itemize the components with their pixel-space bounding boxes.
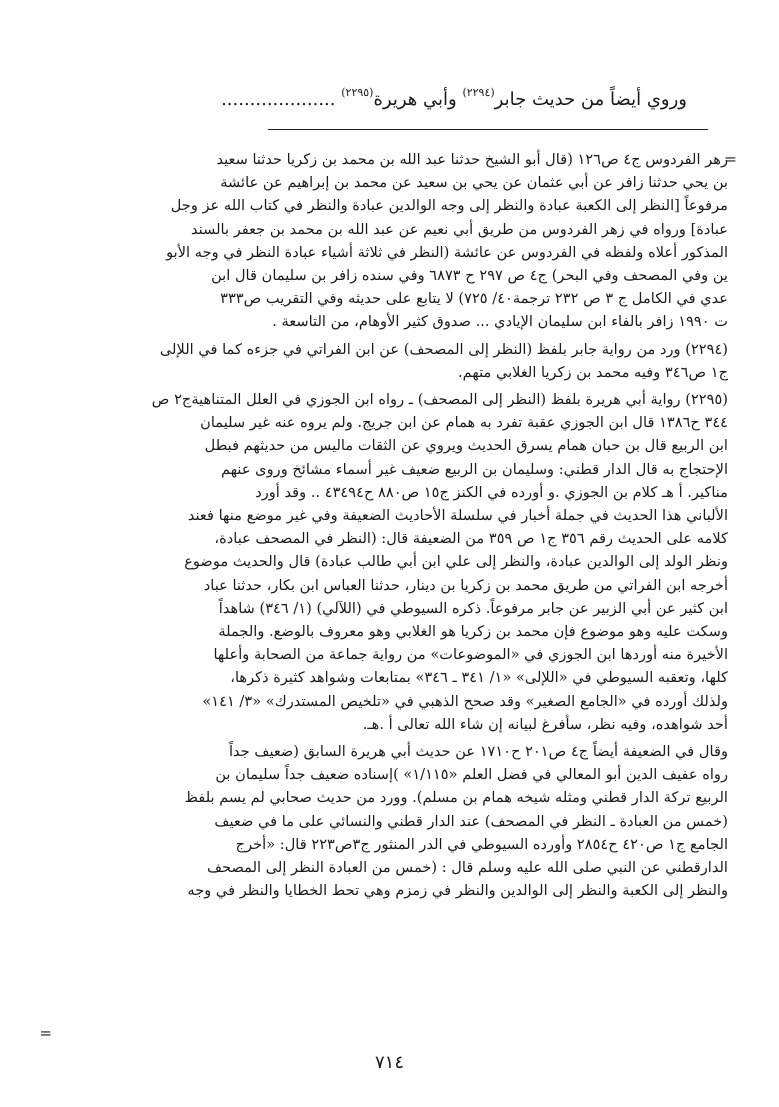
footnote-line: (خمس من العبادة ـ النظر في المصحف) عند الدار قطني والنسائي على ما في ضعيف [214, 812, 728, 830]
header-text-and: وأبي هريرة [373, 89, 457, 110]
footnote-line: ين وفي المصحف وفي البحر) ج٤ ص ٢٩٧ ح ٦٨٧٣ وفي سنده زافر بن سليمان قال ابن [211, 267, 728, 285]
footnote-line: بن يحي حدثنا زافر عن أبي عثمان عن يحي بن سعيد عن محمد بن إبراهيم عن عائشة [220, 174, 728, 192]
footnote-line: (٢٢٩٥) رواية أبي هريرة بلفظ (النظر إلى المصحف) ـ رواه ابن الجوزي في العلل المتناهيةج٢ ص [151, 391, 728, 409]
footnote-2294 [80, 338, 728, 384]
page-number: ٧١٤ [374, 1052, 404, 1073]
footnote-line: ت ١٩٩٠ زافر بالفاء ابن سليمان الإيادي ... صدوق كثير الأوهام، من التاسعة . [272, 313, 728, 331]
footnote-separator [268, 129, 708, 130]
footnote-line: كلها، وتعقبه السيوطي في «اللإلى» «١/ ٣٤١ ـ ٣٤٦» بمتابعات وشواهد كثيرة ذكرها، [230, 669, 728, 687]
footnote-line: ابن كثير عن أبي الزبير عن جابر مرفوعاً. ذكره السيوطي في (اللآلي) (١/ ٣٤٦) شاهداً [218, 599, 728, 617]
footnote-line: كلامه على الحديث رقم ٣٥٦ ج١ ص ٣٥٩ من الضعيفة قال: (النظر في المصحف عبادة، [214, 530, 728, 548]
header-text: وروي أيضاً من حديث جابر [494, 89, 687, 110]
footnotes [80, 148, 728, 903]
footnote-line: وقال في الضعيفة أيضاً ج٤ ص٢٠١ ح١٧١٠ عن حديث أبي هريرة السابق (ضعيف جداً [228, 743, 728, 761]
footnote-line: الألباني هذا الحديث في جملة أخبار في سلسلة الأحاديث الضعيفة وفي غير موضع منها فعند [187, 507, 728, 525]
footnote-line: ونظر الولد إلى الوالدين عبادة، والنظر إلى علي ابن أبي طالب عبادة) قال والحديث موضوع [184, 553, 728, 571]
footnote-line: ابن الربيع قال بن حبان همام يسرق الحديث ويروي عن الثقات ماليس من حديثهم فبطل [204, 437, 728, 455]
footnote-line: زهر الفردوس ج٤ ص١٢٦ (قال أبو الشيخ حدثنا عبد الله بن محمد بن زكريا حدثنا سعيد [216, 151, 728, 168]
continuation-mark-end: = [39, 1024, 52, 1042]
footnote-line: ٣٤٤ ح١٣٨٦ قال ابن الجوزي عقبة تفرد به همام عن ابن جريج. ولم يروه عنه غير سليمان [200, 414, 728, 432]
footnote-line: ولذلك أورده في «الجامع الصغير» وقد صحح الذهبي في «تلخيص المستدرك» «٣/ ١٤١» [202, 692, 728, 710]
header-dots: .................... [221, 89, 336, 110]
footnote-line: المذكور أعلاه ولفظه في الفردوس عن عائشة (النظر في ثلاثة أشياء عبادة النظر في وجه الأبو [166, 243, 728, 261]
footnote-2295 [80, 388, 728, 736]
footnote-line: الإحتجاج به قال الدار قطني: وسليمان بن الربيع ضعيف غير أسماء مشائخ وروى عنهم [220, 460, 728, 478]
continuation-mark-start: = [724, 150, 737, 168]
footnote-line: عبادة] ورواه في زهر الفردوس من طريق أبي نعيم عن عبد الله بن محمد بن جعفر بالسند [191, 220, 728, 238]
footnote-line: وسكت عليه وهو موضوع فإن محمد بن زكريا هو الغلابي وهو معروف بالوضع. والجملة [218, 623, 728, 641]
footnote-line: الأخيرة منه أوردها ابن الجوزي في «الموضوعات» من رواية جماعة من الصحابة وأعلها [213, 646, 728, 664]
footnote-ref-2294[interactable]: (٢٢٩٤) [462, 86, 495, 99]
footnote-line: الربيع تركة الدار قطني ومثله شيخه همام بن مسلم). وورد من حديث صحابي لم يسم بلفظ [184, 789, 728, 807]
footnote-ref-2295[interactable]: (٢٢٩٥) [341, 86, 374, 99]
footnote-line: (٢٢٩٤) ورد من رواية جابر بلفظ (النظر إلى المصحف) عن ابن الفراتي في جزءه كما في اللإلى [159, 340, 728, 358]
footnote-line: والنظر إلى الكعبة والنظر إلى الوالدين والنظر في زمزم وهي تحط الخطايا والنظر في وجه [187, 882, 728, 900]
footnote-line: الدارقطني عن النبي صلى الله عليه وسلم قال : (خمس من العبادة النظر إلى المصحف [206, 859, 728, 877]
footnote-2295-continued [80, 740, 728, 902]
footnote-line: مرفوعاً [النظر إلى الكعبة عبادة والنظر إلى وجه الوالدين عبادة والنظر في كتاب الله عز وجل [170, 197, 728, 215]
footnote-line: أخرجه ابن الفراتي من طريق محمد بن زكريا بن دينار، حدثنا العباس ابن بكار، حدثنا عباد [203, 576, 728, 594]
footnote-line: رواه عفيف الدين أبو المعالي في فضل العلم «١/١١٥» )إسناده ضعيف جداً سليمان بن [215, 766, 728, 784]
footnote-line: أحد شواهده، وفيه نظر، سأفرغ لبيانه إن شاء الله تعالى أ .هـ. [362, 715, 728, 733]
footnote-line: ج١ ص٣٤٦ وفيه محمد بن زكريا الغلابي متهم. [458, 363, 728, 381]
footnote-continued [80, 148, 728, 334]
footnote-line: مناكير. أ هـ كلام بن الجوزي .و أورده في الكنز ج١٥ ص٨٨٠ ح٤٣٤٩٤ .. وقد أورد [255, 483, 728, 501]
footnote-line: الجامع ج١ ص٤٢٠ ح٢٨٥٤ وأورده السيوطي في الدر المنثور ج٣ص٢٢٣ قال: «أخرج [235, 835, 728, 853]
page-header [110, 82, 687, 113]
footnote-line: عدي في الكامل ج ٣ ص ٢٣٢ ترجمة٤٠/ ٧٢٥) لا يتابع على حديثه وفي التقريب ص٣٣٣ [220, 290, 728, 308]
